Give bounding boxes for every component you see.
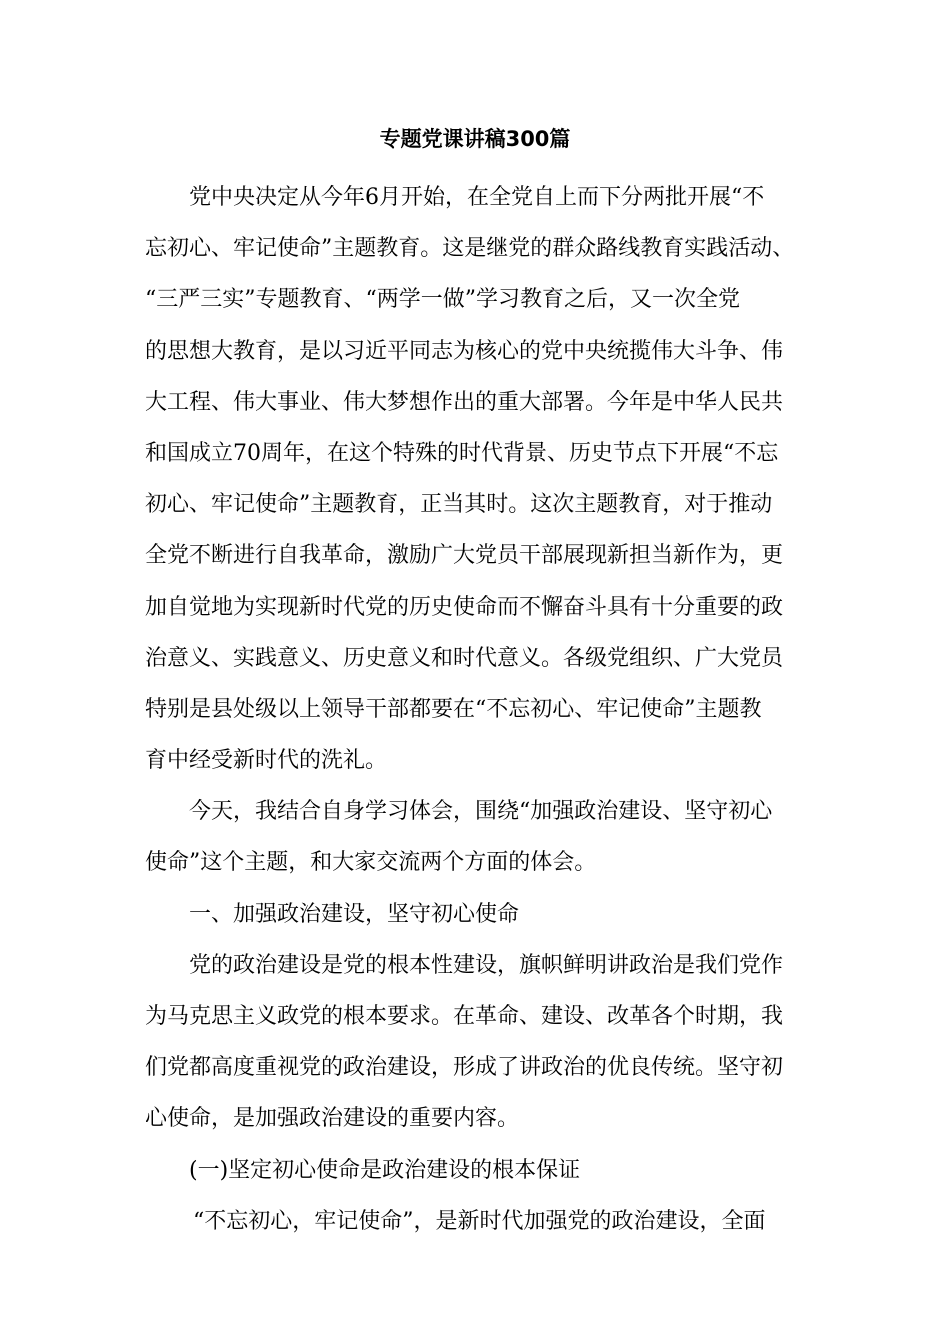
text-line: 忘初心、牢记使命”主题教育。这是继党的群众路线教育实践活动、 bbox=[145, 236, 795, 262]
text-line: 特别是县处级以上领导干部都要在“不忘初心、牢记使命”主题教 bbox=[145, 696, 762, 722]
document-title: 专题党课讲稿300篇 bbox=[379, 127, 571, 151]
text-line: 为马克思主义政党的根本要求。在革命、建设、改革各个时期，我 bbox=[145, 1004, 784, 1029]
text-line: 党的政治建设是党的根本性建设，旗帜鲜明讲政治是我们党作 bbox=[189, 952, 784, 978]
text-line: 们党都高度重视党的政治建设，形成了讲政治的优良传统。坚守初 bbox=[145, 1055, 784, 1081]
text-line: “三严三实”专题教育、“两学一做”学习教育之后，又一次全党 bbox=[145, 287, 740, 313]
section-heading: 一、加强政治建设，坚守初心使命 bbox=[189, 901, 520, 927]
text-line: 全党不断进行自我革命，激励广大党员干部展现新担当新作为，更 bbox=[145, 543, 784, 569]
text-line: 初心、牢记使命”主题教育，正当其时。这次主题教育，对于推动 bbox=[145, 492, 773, 518]
text-line: 和国成立70周年，在这个特殊的时代背景、历史节点下开展“不忘 bbox=[145, 440, 779, 466]
text-line: 的思想大教育，是以习近平同志为核心的党中央统揽伟大斗争、伟 bbox=[145, 338, 784, 364]
document-body bbox=[145, 172, 815, 1247]
text-line: 育中经受新时代的洗礼。 bbox=[145, 748, 388, 774]
text-line: 使命”这个主题，和大家交流两个方面的体会。 bbox=[145, 850, 597, 876]
text-line: 今天，我结合自身学习体会，围绕“加强政治建设、坚守初心 bbox=[189, 799, 773, 825]
text-line: 治意义、实践意义、历史意义和时代意义。各级党组织、广大党员 bbox=[145, 645, 784, 671]
text-line: 大工程、伟大事业、伟大梦想作出的重大部署。今年是中华人民共 bbox=[145, 389, 784, 415]
text-line: “不忘初心，牢记使命”，是新时代加强党的政治建设，全面 bbox=[193, 1208, 766, 1234]
subsection-heading: (一)坚定初心使命是政治建设的根本保证 bbox=[189, 1157, 581, 1183]
text-line: 心使命，是加强政治建设的重要内容。 bbox=[145, 1106, 520, 1132]
text-line: 党中央决定从今年6月开始，在全党自上而下分两批开展“不 bbox=[189, 185, 765, 210]
text-line: 加自觉地为实现新时代党的历史使命而不懈奋斗具有十分重要的政 bbox=[145, 594, 784, 620]
